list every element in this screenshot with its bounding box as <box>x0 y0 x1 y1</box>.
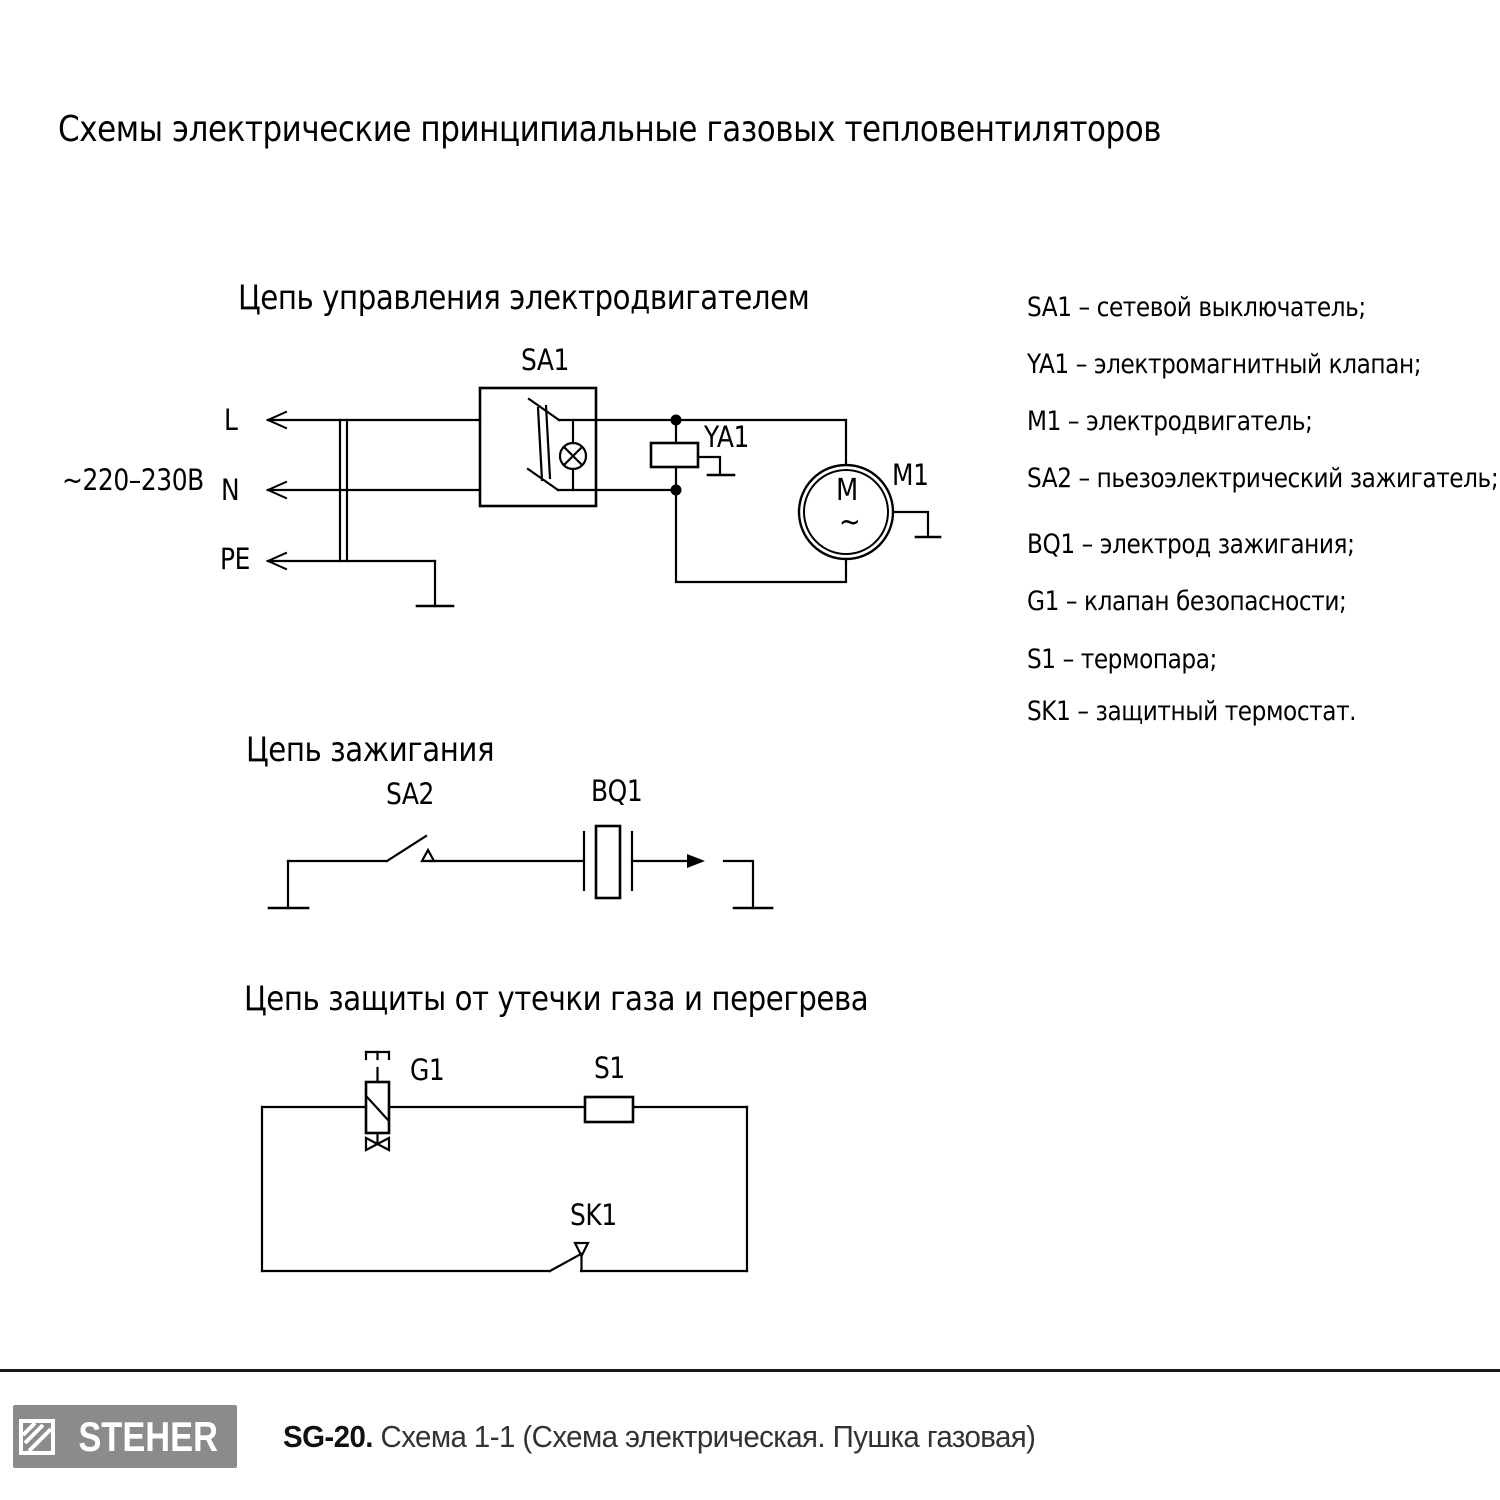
line-pe-wire <box>268 553 435 569</box>
motor-wave-symbol: ~ <box>839 505 861 540</box>
line-l-label: L <box>224 403 238 437</box>
sk1-label: SK1 <box>570 1198 617 1232</box>
legend-item: M1 – электродвигатель; <box>1027 406 1313 437</box>
steher-logo-mark-icon <box>17 1417 57 1457</box>
pe-ground-icon <box>417 561 453 606</box>
line-l-wire <box>268 412 480 428</box>
steher-logo-text: STEHER <box>78 1412 218 1460</box>
line-pe-label: PE <box>220 542 250 576</box>
footer-caption <box>283 1420 1035 1454</box>
ya1-label: YA1 <box>704 420 749 454</box>
line-n-label: N <box>221 473 240 507</box>
sa1-label: SA1 <box>521 343 569 377</box>
steher-logo <box>13 1405 237 1468</box>
legend-item: BQ1 – электрод зажигания; <box>1027 529 1355 560</box>
line-n-wire <box>268 482 480 498</box>
legend-item: S1 – термопара; <box>1027 644 1217 675</box>
legend-item: G1 – клапан безопасности; <box>1027 586 1347 617</box>
ya1-valve-symbol <box>651 420 698 490</box>
footer-divider <box>0 1369 1500 1372</box>
model-number: SG-20. <box>283 1419 373 1454</box>
ya1-ground-icon <box>698 457 734 475</box>
sa1-switch-symbol <box>480 388 596 506</box>
page-title: Схемы электрические принципиальные газовых тепловентиляторов <box>58 109 1162 150</box>
s1-thermocouple-symbol <box>585 1097 633 1122</box>
g1-label: G1 <box>410 1053 445 1087</box>
legend-item: SA1 – сетевой выключатель; <box>1027 292 1366 323</box>
electrode-ground-icon <box>724 861 772 908</box>
bq1-label: BQ1 <box>591 774 643 808</box>
g1-safety-valve-symbol <box>366 1052 389 1150</box>
left-ground-icon <box>269 861 308 908</box>
sk1-thermostat-symbol <box>550 1243 588 1271</box>
sa2-label: SA2 <box>386 777 434 811</box>
protection-circuit-drawing <box>262 1052 747 1271</box>
s1-label: S1 <box>594 1051 625 1085</box>
spark-arrow-icon <box>687 854 705 868</box>
motor-control-heading: Цепь управления электродвигателем <box>238 278 810 318</box>
legend-item: SK1 – защитный термостат. <box>1027 696 1357 727</box>
motor-ground-icon <box>893 512 940 537</box>
sa2-switch-symbol <box>387 836 434 861</box>
legend-item: SA2 – пьезоэлектрический зажигатель; <box>1027 463 1499 494</box>
ignition-heading: Цепь зажигания <box>246 730 495 770</box>
legend-item: YA1 – электромагнитный клапан; <box>1027 349 1422 380</box>
ignition-circuit-drawing <box>269 826 772 908</box>
protection-heading: Цепь защиты от утечки газа и перегрева <box>244 979 869 1019</box>
switch-lamp-icon <box>560 420 586 490</box>
motor-letter: M <box>836 473 858 508</box>
supply-voltage-label: ~220–230В <box>62 463 204 497</box>
scheme-caption: Схема 1-1 (Схема электрическая. Пушка газовая) <box>380 1419 1036 1454</box>
m1-label: M1 <box>892 458 929 492</box>
bq1-igniter-symbol <box>584 826 632 898</box>
m1-motor-symbol <box>799 465 893 559</box>
motor-control-circuit-drawing <box>268 388 940 606</box>
